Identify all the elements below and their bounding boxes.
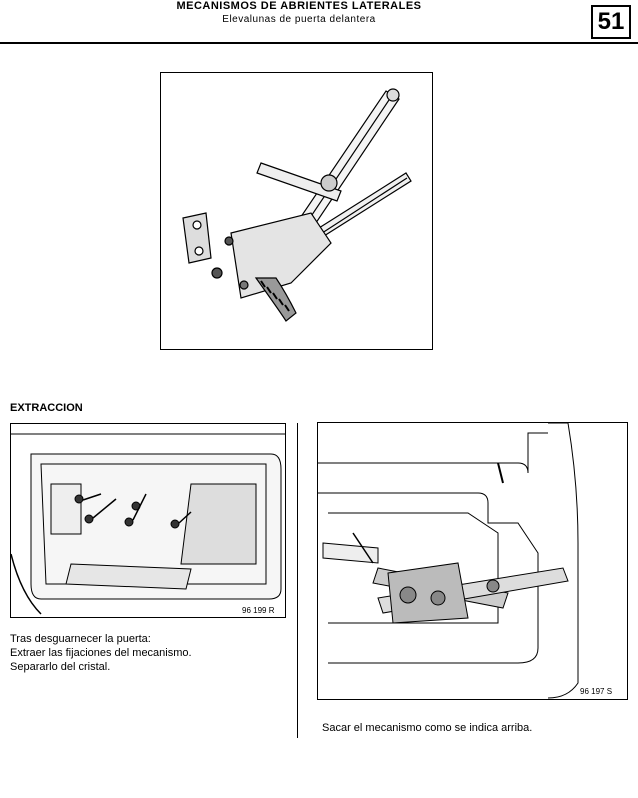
figure-ref-left: 96 199 R bbox=[242, 606, 275, 615]
caption-right: Sacar el mecanismo como se indica arriba. bbox=[322, 722, 533, 734]
header-title: MECANISMOS DE ABRIENTES LATERALES bbox=[176, 0, 422, 12]
figure-remove-mechanism bbox=[317, 422, 628, 700]
figure-ref-right: 96 197 S bbox=[580, 687, 613, 696]
caption-left-line-1: Tras desguarnecer la puerta: bbox=[10, 633, 151, 645]
section-title: EXTRACCION bbox=[10, 402, 83, 414]
regulator-drawing bbox=[161, 73, 433, 350]
caption-left bbox=[10, 632, 192, 674]
figure-top-regulator bbox=[160, 72, 433, 350]
caption-left-line-3: Separarlo del cristal. bbox=[10, 661, 111, 673]
header-subtitle: Elevalunas de puerta delantera bbox=[222, 14, 376, 25]
caption-left-line-2: Extraer las fijaciones del mecanismo. bbox=[10, 647, 192, 659]
remove-mechanism-drawing bbox=[318, 423, 628, 700]
page-number-box: 51 bbox=[591, 5, 631, 39]
door-fixings-drawing bbox=[11, 424, 286, 618]
header-rule bbox=[0, 42, 638, 44]
figure-door-fixings bbox=[10, 423, 286, 618]
column-divider bbox=[297, 423, 298, 738]
